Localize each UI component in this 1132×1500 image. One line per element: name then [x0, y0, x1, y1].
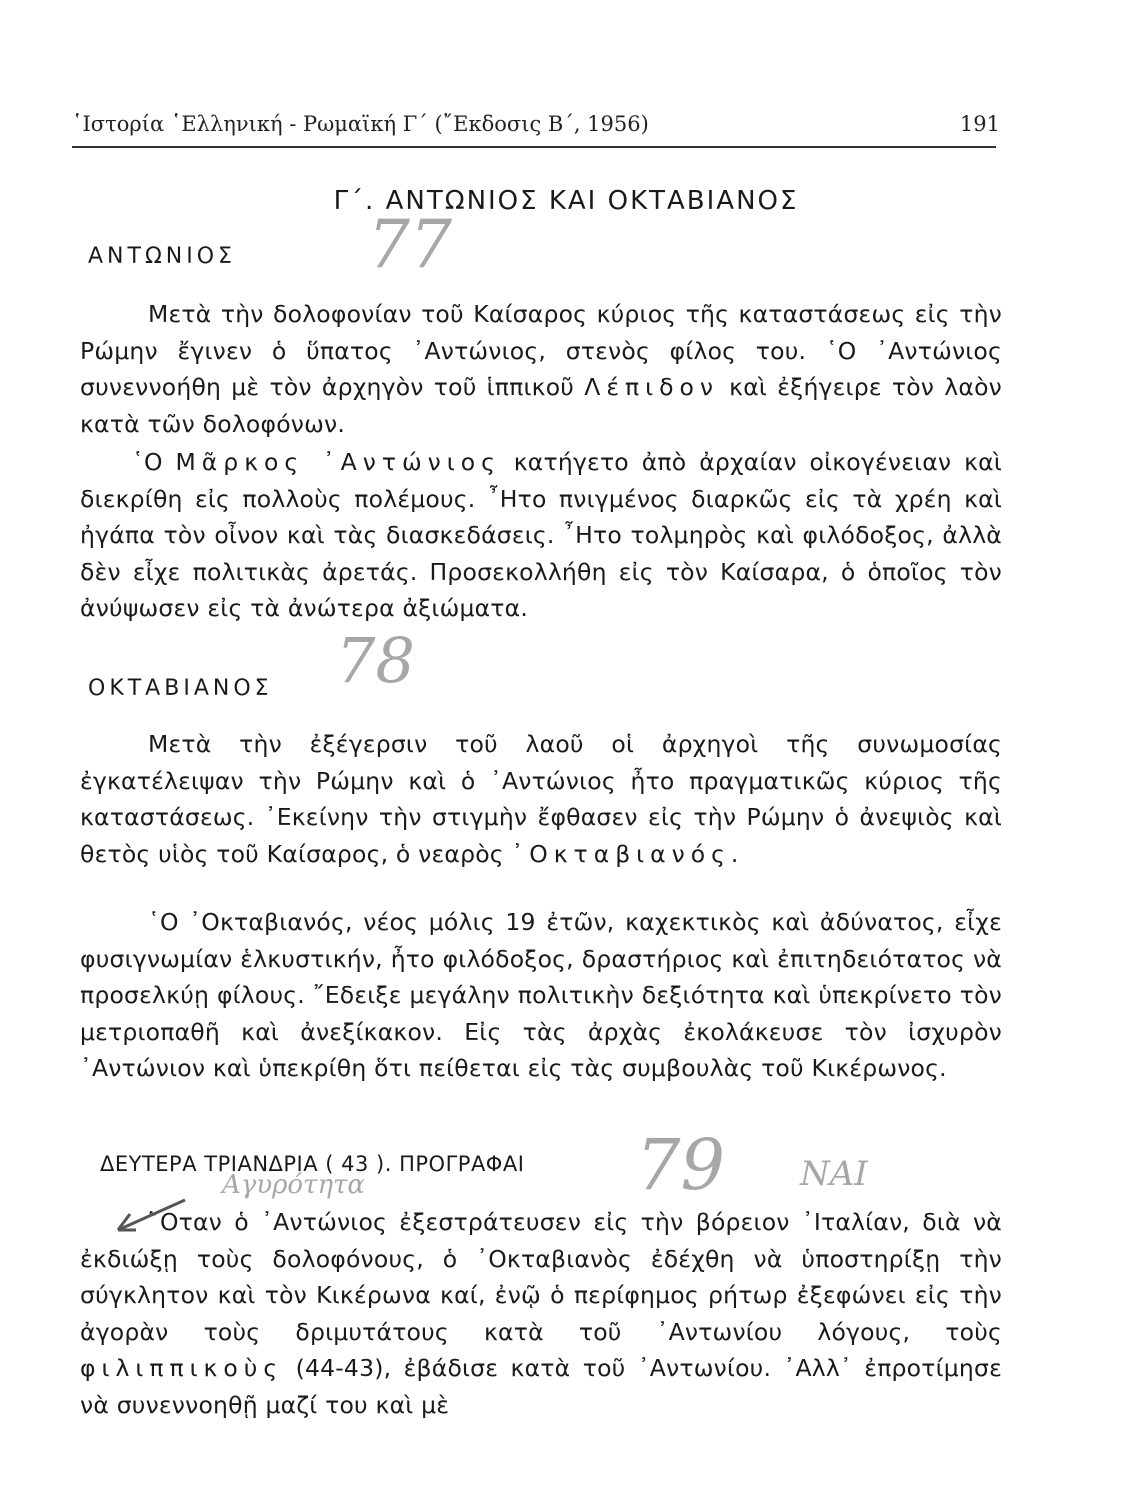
section-heading-triandria: ΔΕΥΤΕΡΑ ΤΡΙΑΝΔΡΙΑ ( 43 ). ΠΡΟΓΡΑΦΑΙ: [100, 1152, 525, 1176]
text-run: ῞Οταν ὁ ᾿Αντώνιος ἐξεστράτευσεν εἰς τὴν βόρειον ᾿Ιταλίαν, διὰ νὰ ἐκδιώξῃ τοὺς δολοφόνους, ὁ ᾿Οκταβιανὸς ἐδέχθη νὰ ὑποστηρίξῃ τὴν σύγκλητον καὶ τὸν Κικέρωνα καί, ἐνῷ ὁ περίφημος ρήτωρ ἐξεφώνει εἰς τὴν ἀγορὰν τοὺς δριμυτάτους κατὰ τοῦ ᾿Αντωνίου λόγους, τοὺς: [80, 1208, 1002, 1346]
paragraph-triandria-1: [80, 1204, 1002, 1423]
page-number: 191: [959, 112, 1000, 136]
handwritten-note-77: 77: [368, 206, 452, 283]
header-rule: [72, 146, 996, 148]
text-run: κατήγετο ἀπὸ ἀρχαίαν οἰκογένειαν καὶ διεκρίθη εἰς πολλοὺς πολέμους. ῏Ητο πνιγμένος διαρκῶς εἰς τὰ χρέη καὶ ἠγάπα τὸν οἶνον καὶ τὰς διασκεδάσεις. ῏Ητο τολμηρὸς καὶ φιλόδοξος, ἀλλὰ δὲν εἶχε πολιτικὰς ἀρετάς. Προσεκολλήθη εἰς τὸν Καίσαρα, ὁ ὁποῖος τὸν ἀνύψωσεν εἰς τὰ ἀνώτερα ἀξιώματα.: [80, 448, 1003, 622]
handwritten-arrow-icon: [100, 1190, 190, 1250]
name-oktavianos: ᾿Οκταβιανός.: [511, 839, 745, 868]
running-title: ῾Ιστορία ῾Ελληνική - Ρωμαϊκή Γ΄ (῎Εκδοσις Β΄, 1956): [72, 112, 649, 136]
running-header: [72, 112, 1000, 136]
paragraph-oktavianos-1: [80, 726, 1002, 872]
handwritten-note-78: 78: [336, 624, 415, 697]
name-lepidos: Λέπιδον: [584, 373, 720, 401]
paragraph-oktavianos-2: ῾Ο ᾿Οκταβιανός, νέος μόλις 19 ἐτῶν, καχεκτικὸς καὶ ἀδύνατος, εἶχε φυσιγνωμίαν ἑλκυστικήν, ἦτο φιλόδοξος, δραστήριος καὶ ἐπιτηδειότατος νὰ προσελκύῃ φίλους. ῎Εδειξε μεγάλην πολιτικὴν δεξιότητα καὶ ὑπεκρίνετο τὸν μετριοπαθῆ καὶ ἀνεξίκακον. Εἰς τὰς ἀρχὰς ἐκολάκευσε τὸν ἰσχυρὸν ᾿Αντώνιον καὶ ὑπεκρίθη ὅτι πείθεται εἰς τὰς συμβουλὰς τοῦ Κικέρωνος.: [80, 908, 1002, 1082]
text-run: καὶ ἐξήγειρε τὸν λαὸν κατὰ τῶν δολοφόνων.: [80, 373, 1002, 438]
handwritten-note-nai: ΝΑΙ: [800, 1154, 868, 1194]
section-heading-antonios: ΑΝΤΩΝΙΟΣ: [88, 244, 236, 269]
text-run: (44-43), ἐβάδισε κατὰ τοῦ ᾿Αντωνίου. ᾿Αλλ᾿ ἐπροτίμησε νὰ συνεννοηθῇ μαζί του καὶ μὲ: [80, 1354, 1002, 1419]
name-markos-antonios: Μᾶρκος ᾿Αντώνιος: [175, 448, 501, 476]
name-filippikoi: φιλιππικοὺς: [80, 1354, 284, 1382]
text-run: Μετὰ τὴν ἐξέγερσιν τοῦ λαοῦ οἱ ἀρχηγοὶ τῆς συνωμοσίας ἐγκατέλειψαν τὴν Ρώμην καὶ ὁ ᾿Αντώνιος ἦτο πραγματικῶς κύριος τῆς καταστάσεως. ᾿Εκείνην τὴν στιγμὴν ἔφθασεν εἰς τὴν Ρώμην ὁ ἀνεψιὸς καὶ θετὸς υἱὸς τοῦ Καίσαρος, ὁ νεαρὸς: [80, 730, 1002, 868]
handwritten-note-79: 79: [636, 1124, 726, 1206]
text-run: ῾Ο: [132, 448, 176, 476]
paragraph-antonios-1: [80, 296, 1002, 442]
text-run: Μετὰ τὴν δολοφονίαν τοῦ Καίσαρος κύριος τῆς καταστάσεως εἰς τὴν Ρώμην ἔγινεν ὁ ὕπατος ᾿Αντώνιος, στενὸς φίλος του. ῾Ο ᾿Αντώνιος συνεννοήθη μὲ τὸν ἀρχηγὸν τοῦ ἱππικοῦ: [80, 300, 1002, 401]
chapter-title: Γ΄. ΑΝΤΩΝΙΟΣ ΚΑΙ ΟΚΤΑΒΙΑΝΟΣ: [333, 186, 799, 216]
handwritten-note-agyrotita: Αγυρότητα: [222, 1170, 365, 1200]
paragraph-antonios-2: [80, 444, 1002, 627]
section-heading-oktavianos: ΟΚΤΑΒΙΑΝΟΣ: [88, 676, 273, 701]
